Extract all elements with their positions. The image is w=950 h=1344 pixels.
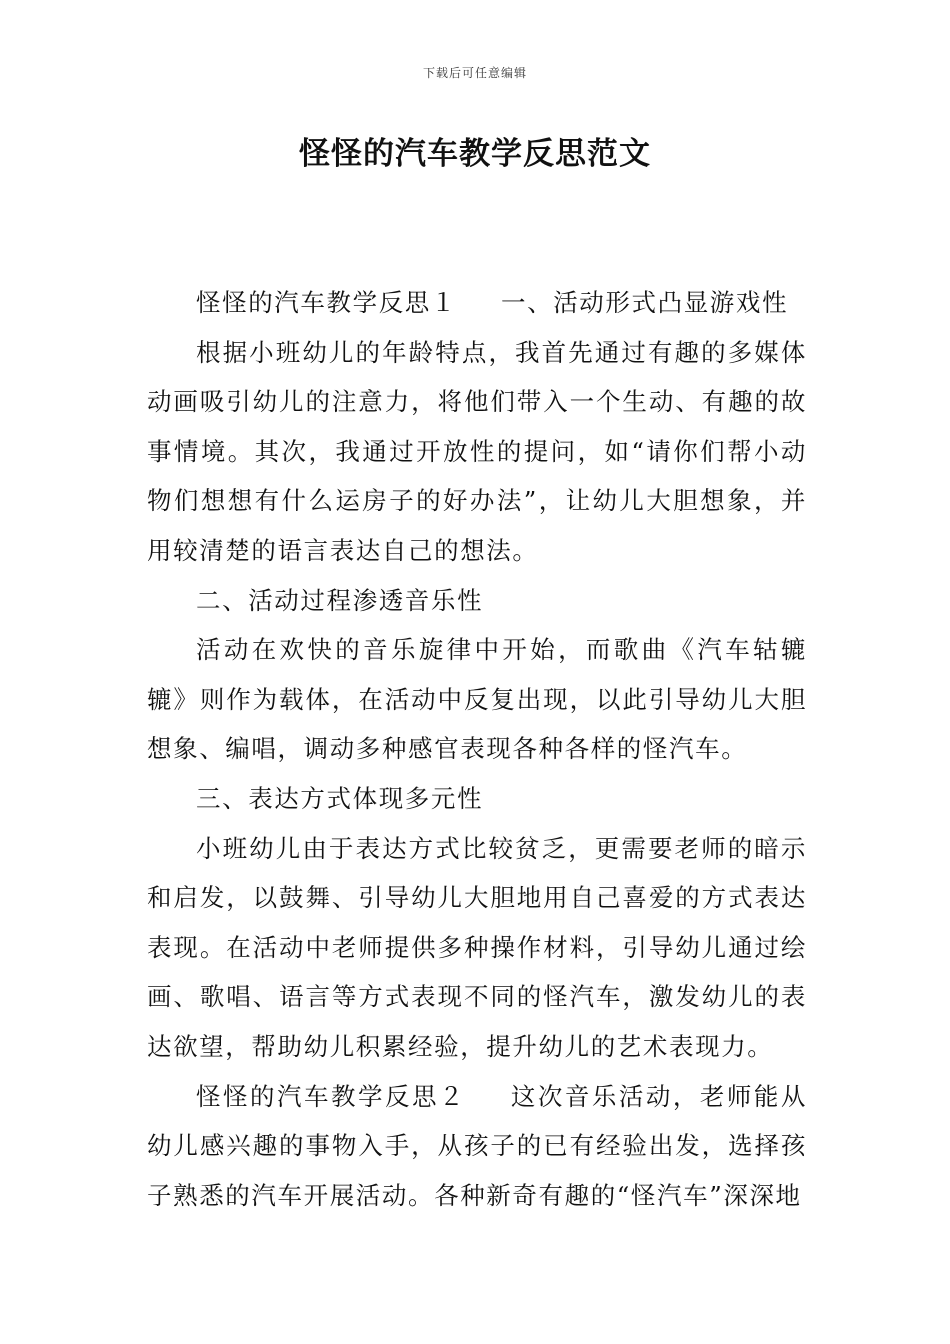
section-lead: 怪怪的汽车教学反思２ [196, 1081, 466, 1111]
document-body [147, 278, 807, 1220]
paragraph [147, 278, 807, 328]
section-lead: 怪怪的汽车教学反思１ [196, 288, 457, 317]
paragraph: 根据小班幼儿的年龄特点，我首先通过有趣的多媒体动画吸引幼儿的注意力，将他们带入一个生动、有趣的故事情境。其次，我通过开放性的提问，如“请你们帮小动物们想想有什么运房子的好办法”，让幼儿大胆想象，并用较清楚的语言表达自己的想法。 [147, 337, 807, 565]
section-heading: 二、活动过程渗透音乐性 [196, 585, 484, 615]
paragraph [147, 1072, 807, 1221]
document-title: 怪怪的汽车教学反思范文 [299, 136, 651, 172]
paragraph-text: 一、活动形式凸显游戏性 [501, 288, 789, 317]
section-heading: 三、表达方式体现多元性 [196, 783, 484, 813]
paragraph-text: 这次音乐活动，老师能从幼儿感兴趣的事物入手，从孩子的已有经验出发，选择孩子熟悉的汽车开展活动。各种新奇有趣的“怪汽车”深深地 [147, 1081, 807, 1210]
paragraph: 小班幼儿由于表达方式比较贫乏，更需要老师的暗示和启发，以鼓舞、引导幼儿大胆地用自己喜爱的方式表达表现。在活动中老师提供多种操作材料，引导幼儿通过绘画、歌唱、语言等方式表现不同的怪汽车，激发幼儿的表达欲望，帮助幼儿积累经验，提升幼儿的艺术表现力。 [147, 833, 807, 1061]
paragraph: 活动在欢快的音乐旋律中开始，而歌曲《汽车轱辘辘》则作为载体，在活动中反复出现，以此引导幼儿大胆想象、编唱，调动多种感官表现各种各样的怪汽车。 [147, 635, 807, 764]
page-header-note: 下载后可任意编辑 [422, 66, 527, 80]
